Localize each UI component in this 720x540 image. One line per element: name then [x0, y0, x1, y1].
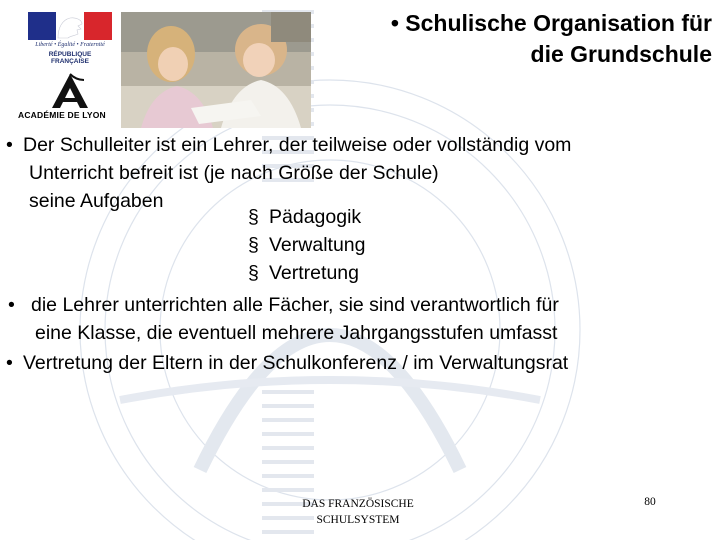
academie-de-lyon-logo [18, 72, 122, 122]
title-line1-row [300, 8, 712, 39]
subitem-marker: § [248, 234, 259, 256]
slide-title [300, 8, 712, 70]
academie-lion-a-icon [48, 72, 92, 110]
republique-name [28, 51, 112, 65]
republique-motto: Liberté • Égalité • Fraternité [35, 42, 105, 48]
title-bullet: • [390, 10, 399, 36]
bullet2-marker: • [8, 294, 15, 316]
page-number: 80 [644, 496, 656, 508]
republique-name-line1: RÉPUBLIQUE [48, 51, 92, 58]
title-line1: Schulische Organisation für [405, 10, 712, 36]
subitem-paedagogik: Pädagogik [269, 206, 362, 228]
republique-name-line2: FRANÇAISE [51, 58, 89, 65]
bullet1-line3: seine Aufgaben [29, 190, 164, 212]
title-line2: die Grundschule [530, 41, 712, 67]
bullet1-marker: • [6, 134, 13, 156]
republique-francaise-logo [28, 12, 112, 64]
subitem-verwaltung: Verwaltung [269, 234, 366, 256]
bullet1-line2: Unterricht befreit ist (je nach Größe der Schule) [29, 162, 439, 184]
footer-title [258, 496, 458, 528]
footer-line2: SCHULSYSTEM [316, 514, 400, 526]
subitem-marker: § [248, 206, 259, 228]
academie-name: ACADÉMIE DE LYON [18, 110, 106, 120]
bullet2-line1: die Lehrer unterrichten alle Fächer, sie sind verantwortlich für [31, 294, 559, 316]
bullet3-marker: • [6, 352, 13, 374]
bullet1-line1: Der Schulleiter ist ein Lehrer, der teilweise oder vollständig vom [23, 134, 572, 156]
subitem-marker: § [248, 262, 259, 284]
subitem-vertretung: Vertretung [269, 262, 359, 284]
bullet2-line2: eine Klasse, die eventuell mehrere Jahrgangsstufen umfasst [35, 322, 558, 344]
footer-line1: DAS FRANZÖSISCHE [302, 498, 414, 510]
bullet3-line1: Vertretung der Eltern in der Schulkonferenz / im Verwaltungsrat [23, 352, 569, 374]
classroom-photo [121, 12, 311, 128]
marianne-profile-icon [52, 14, 88, 40]
